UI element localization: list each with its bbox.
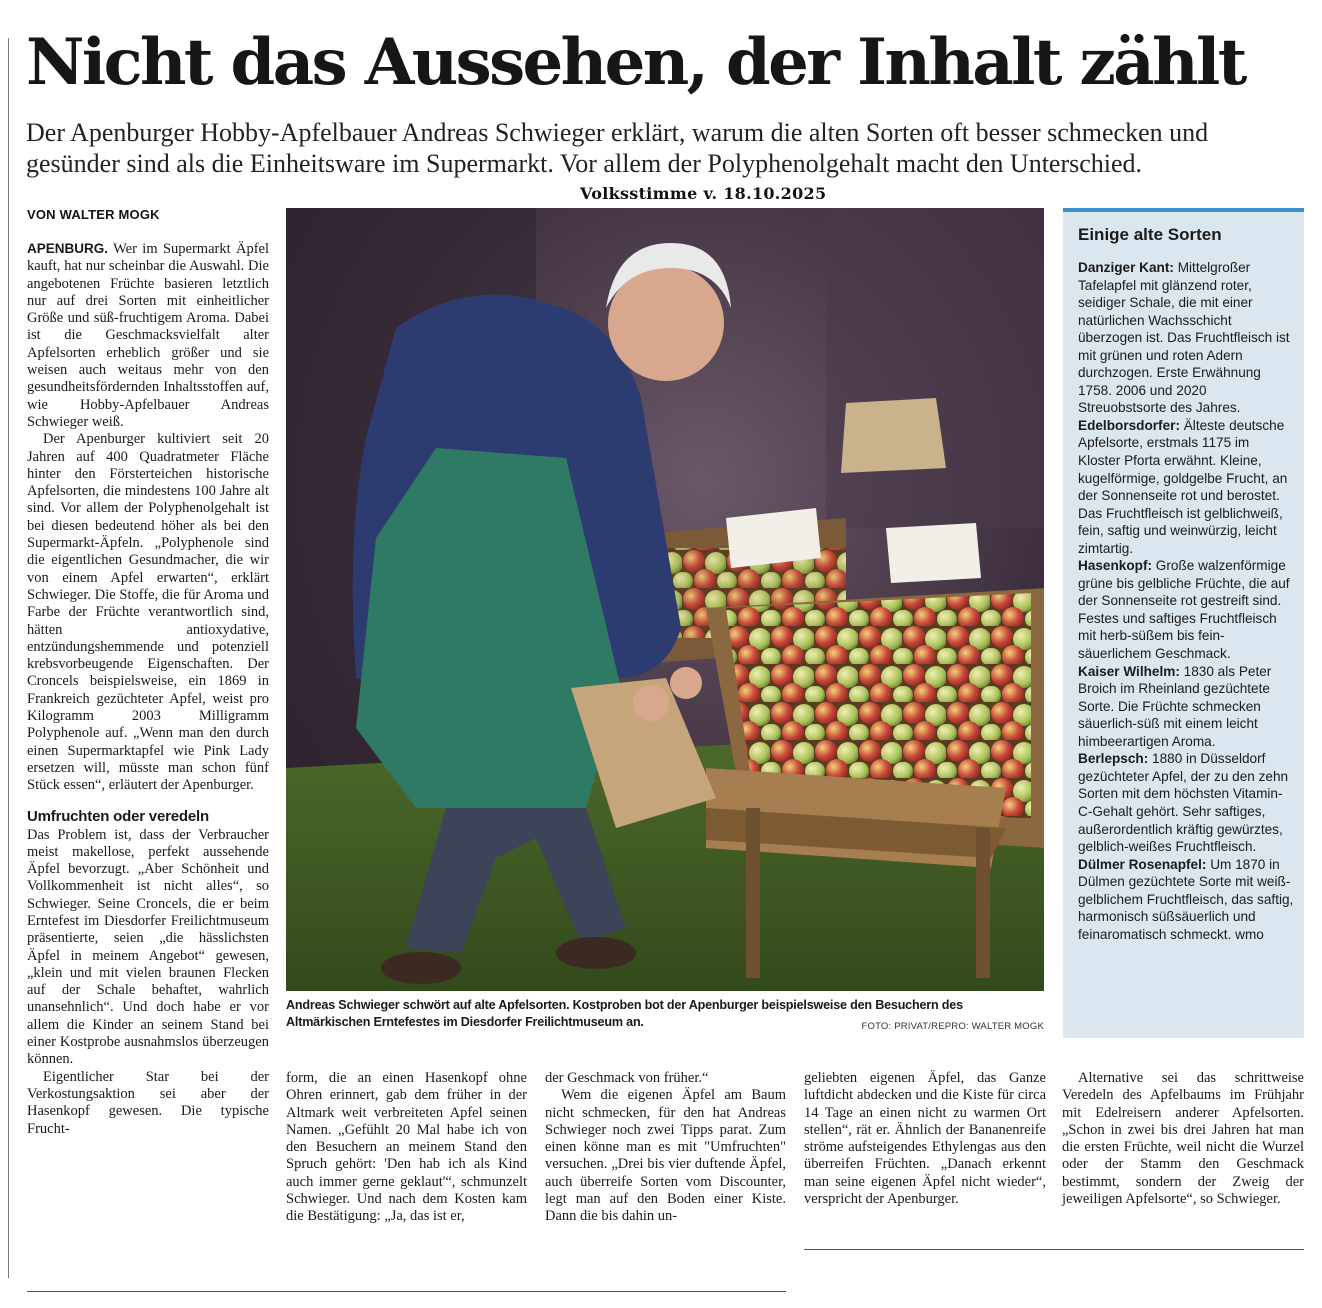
infobox-entry [1078,557,1294,662]
article-column-4 [804,1070,1046,1208]
byline: VON WALTER MOGK [27,207,160,222]
dateline: APENBURG. [27,241,109,256]
infobox-entry [1078,856,1294,944]
variety-name: Dülmer Rosenapfel: [1078,856,1207,872]
photo-credit: FOTO: PRIVAT/REPRO: WALTER MOGK [861,1021,1044,1032]
infobox-title: Einige alte Sorten [1078,225,1222,244]
variety-name: Kaiser Wilhelm: [1078,663,1180,679]
source-note: Volksstimme v. 18.10.2025 [580,184,827,203]
article-paragraph: Wem die eigenen Äpfel am Baum nicht schmecken, für den hat Andreas Schwieger noch zwei Tipps parat. Zum einen könne man es mit "Umfruchten" versuchen. „Drei bis vier duftende Äpfel, auch überreife Sorten vom Discounter, legt man auf den Boden einer Kiste. Dann die bis dahin un- [545,1087,786,1225]
variety-text: Älteste deutsche Apfelsorte, erstmals 1175 im Kloster Pforta erwähnt. Kleine, kugelförmige, goldgelbe Frucht, an der Sonnenseite rot und berostet. Das Fruchtfleisch ist gelblichweiß, fein, saftig und weinwürzig, leicht zimtartig. [1078,417,1288,556]
article-paragraph-3: Das Problem ist, dass der Verbraucher meist makellose, perfekt aussehende Äpfel bevorzugt. „Aber Schönheit und Vollkommenheit ist nicht alles“, so Schwieger. Seine Croncels, die er beim Erntefest im Diesdorfer Freilichtmuseum präsentierte, seien „die hässlichsten Äpfel in meinem Angebot“ gewesen, „klein und mit vielen braunen Flecken auf der Schale behaftet, wahrlich unansehnlich“. Und doch habe er vor allem die Kinder an seinem Stand bei einer Kostprobe ausnahmslos überzeugen können. [27,826,269,1068]
infobox-entry [1078,259,1294,417]
infobox-entry [1078,750,1294,855]
standfirst: Der Apenburger Hobby-Apfelbauer Andreas Schwieger erklärt, warum die alten Sorten oft besser schmecken und gesünder sind als die Einheitsware im Supermarkt. Vor allem der Polyphenolgehalt macht den Unterschied. [26,118,1209,178]
article-paragraph: geliebten eigenen Äpfel, das Ganze luftdicht abdecken und die Kiste für circa 14 Tage an einen nicht zu warmen Ort stellen“, rät er. Ähnlich der Bananenreife ströme aufsteigendes Ethylengas aus den überreifen Früchten. „Danach erkennt man seine eigenen Äpfel nicht wieder“, verspricht der Apenburger. [804,1070,1046,1208]
photo-illustration [286,208,1044,991]
variety-name: Berlepsch: [1078,751,1149,767]
variety-name: Edelborsdorfer: [1078,417,1180,433]
variety-text: Mittelgroßer Tafelapfel mit glänzend roter, seidiger Schale, die mit einer natürlichen Wachsschicht überzogen ist. Das Fruchtfleisch ist mit grünen und roten Adern durchzogen. Erste Erwähnung 1758. 2006 und 2020 Streuobstsorte des Jahres. [1078,260,1290,416]
article-paragraph-1 [27,240,269,431]
variety-text: 1880 in Düsseldorf gezüchteter Apfel, der zu den zehn Sorten mit dem höchsten Vitamin-C-Gehalt gehört. Sehr saftiges, außerordentlich kräftig gewürztes, gelblich-weißes Fruchtfleisch. [1078,751,1289,855]
article-photo [286,208,1044,991]
headline: Nicht das Aussehen, der Inhalt zählt [26,25,1245,100]
article-column-2 [286,1070,527,1226]
article-column-1 [27,240,269,1138]
article-column-3 [545,1070,786,1226]
left-column-rule [8,38,9,1278]
photo-caption: Andreas Schwieger schwört auf alte Apfelsorten. Kostproben bot der Apenburger beispielsweise den Besuchern des Altmärkischen Erntefestes im Diesdorfer Freilichtmuseum an. [286,998,963,1029]
article-paragraph-4: Eigentlicher Star bei der Verkostungsaktion sei aber der Hasenkopf gewesen. Die typische Frucht- [27,1068,269,1137]
variety-text: Um 1870 in Dülmen gezüchtete Sorte mit weiß-gelblichem Fruchtfleisch, das saftig, harmonisch süßsäuerlich und feinaromatisch schmeckt. wmo [1078,856,1294,942]
subheading: Umfruchten oder veredeln [27,807,209,825]
divider-rule [804,1249,1304,1250]
variety-name: Hasenkopf: [1078,558,1153,574]
article-paragraph: der Geschmack von früher.“ [545,1070,709,1086]
article-paragraph: Alternative sei das schrittweise Veredeln des Apfelbaums im Frühjahr mit Edelreisern anderer Apfelsorten. „Schon in zwei bis drei Jahren hat man die ersten Früchte, weil nicht die Wurzel oder der Stamm den Geschmack bestimmt, sondern der Zweig der jeweiligen Apfelsorte“, so Schwieger. [1062,1070,1304,1208]
infobox-body [1078,259,1294,943]
article-paragraph-2: Der Apenburger kultiviert seit 20 Jahren auf 400 Quadratmeter Fläche hinter den Försterteichen historische Apfelsorten, die mindestens 100 Jahre alt sind. Vor allem der Polyphenolgehalt ist bei diesen bedeutend höher als bei den Supermarkt-Äpfeln. „Polyphenole sind die eigentlichen Gesundmacher, die wir von einem Apfel erwarten“, erklärt Schwieger. Die Stoffe, die für Aroma und Farbe der Früchte verantwortlich sind, hätten antioxydative, entzündungshemmende und potenziell krebsvorbeugende Eigenschaften. Der Croncels beispielsweise, ein 1869 in Frankreich gezüchteter Apfel, weist pro Kilogramm 2003 Milligramm Polyphenole auf. „Wenn man den durch einen Supermarktapfel wie Pink Lady ersetzen will, müsste man schon fünf Stück essen“, erläutert der Apenburger. [27,431,269,794]
variety-name: Danziger Kant: [1078,260,1174,275]
paragraph-text: Wer im Supermarkt Äpfel kauft, hat nur scheinbar die Auswahl. Die angebotenen Früchte basieren letztlich nur auf drei Sorten mit einheitlicher Größe und süß-fruchtigem Aroma. Dabei ist die Geschmacksvielfalt alter Apfelsorten erheblich größer und sie weisen auch weitaus mehr von den gesundheitsfördernden Inhaltsstoffen auf, wie Hobby-Apfelbauer Andreas Schwieger weiß. [27,241,269,430]
article-column-5 [1062,1070,1304,1208]
infobox-entry [1078,663,1294,751]
variety-text: Große walzenförmige grüne bis gelbliche Früchte, die auf der Sonnenseite rot gestreift sind. Festes und saftiges Fruchtfleisch mit herb-süßem bis fein-säuerlichem Geschmack. [1078,558,1290,662]
variety-text: 1830 als Peter Broich im Rheinland gezüchtete Sorte. Die Früchte schmecken säuerlich-süß mit einem leicht himbeerartigen Aroma. [1078,663,1272,749]
divider-rule [27,1291,786,1292]
article-paragraph: form, die an einen Hasenkopf ohne Ohren erinnert, gab dem früher in der Altmark weit verbreiteten Apfel seinen Namen. „Gefühlt 20 Mal habe ich von den Besuchern an meinem Stand den Spruch gehört: 'Den hab ich als Kind auch immer gerne geklaut'“, schmunzelt Schwieger. Und nach dem Kosten kam die Bestätigung: „Ja, das ist er, [286,1070,527,1225]
infobox-entry [1078,417,1294,557]
